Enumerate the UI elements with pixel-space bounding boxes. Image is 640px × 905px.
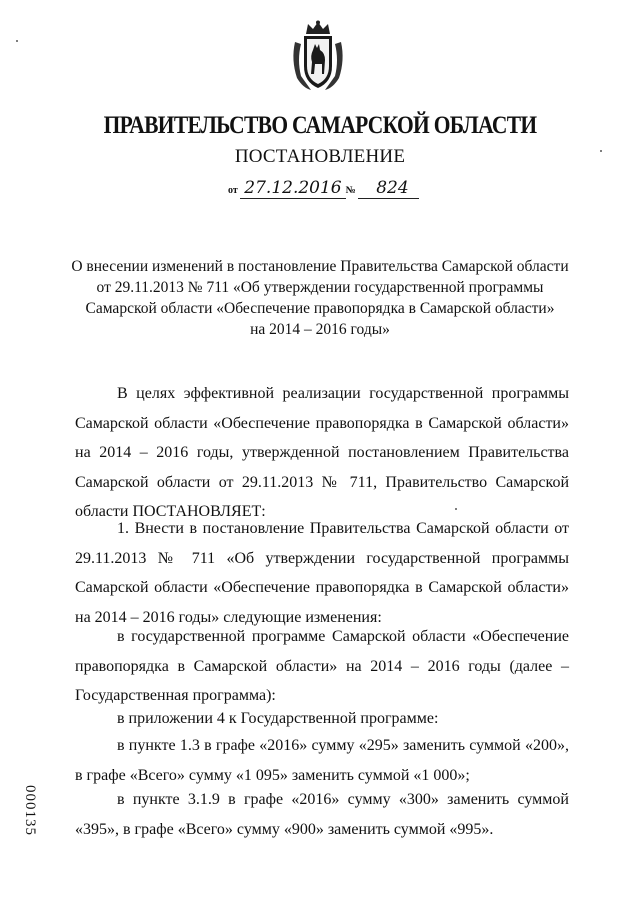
body-paragraph: в приложении 4 к Государственной программе: [117,710,439,727]
page-stamp-number: 000135 [22,785,38,836]
body-paragraph: В целях эффективной реализации государственной программы Самарской области «Обеспечение правопорядка в Самарской области» на 2014 – 2016 годы, утвержденной постановлением Правительства Самарской области от 29.11.2013 № 711, Правительство Самарской области ПОСТАНОВЛЯЕТ: [75,385,569,520]
body-paragraph: 1. Внести в постановление Правительства Самарской области от 29.11.2013 № 711 «Об утверждении государственной программы Самарской области «Обеспечение правопорядка в Самарской области» на 2014 – 2016 годы» следующие изменения: [75,520,569,626]
document-subject [60,256,580,340]
document-body [75,731,569,790]
document-body [75,379,569,527]
scan-speck [600,150,602,152]
samara-coat-of-arms-icon [289,20,347,92]
document-type: ПОСТАНОВЛЕНИЕ [234,146,406,167]
document-body [75,622,569,711]
scan-speck [455,508,457,510]
date-number-line [228,178,419,198]
body-paragraph: в пункте 1.3 в графе «2016» сумму «295» заменить суммой «200», в графе «Всего» сумму «1 095» заменить суммой «1 000»; [75,737,569,784]
subject-line: Самарской области «Обеспечение правопорядка в Самарской области» [85,300,555,317]
body-paragraph: в государственной программе Самарской области «Обеспечение правопорядка в Самарской области» на 2014 – 2016 годы (далее – Государственная программа): [75,628,569,704]
date-prefix: от [228,185,238,196]
document-date: 27.12.2016 [240,178,345,199]
body-paragraph: в пункте 3.1.9 в графе «2016» сумму «300» заменить суммой «395», в графе «Всего» сумму «900» заменить суммой «995». [75,791,569,838]
subject-line: О внесении изменений в постановление Правительства Самарской области [71,258,569,275]
document-number: 824 [358,178,418,199]
document-body [75,704,569,734]
subject-line: на 2014 – 2016 годы» [250,321,390,338]
government-title: ПРАВИТЕЛЬСТВО САМАРСКОЙ ОБЛАСТИ [103,112,537,139]
subject-line: от 29.11.2013 № 711 «Об утверждении государственной программы [96,279,544,296]
document-body [75,514,569,632]
document-body [75,785,569,844]
scan-speck [16,40,18,42]
number-prefix: № [345,185,356,196]
